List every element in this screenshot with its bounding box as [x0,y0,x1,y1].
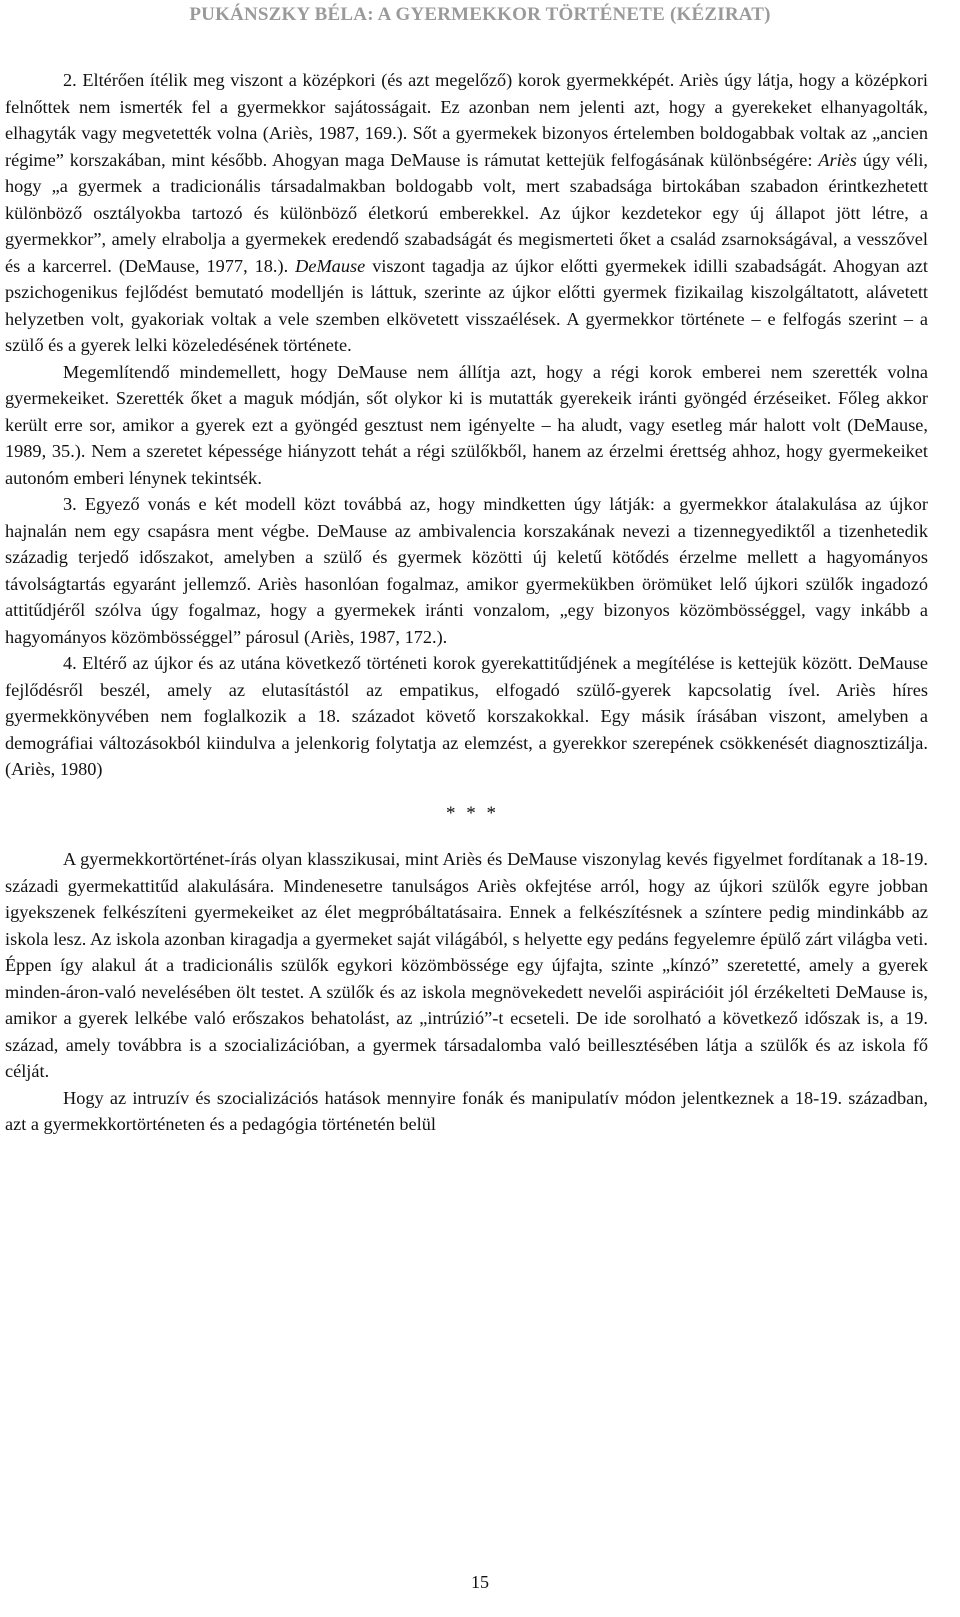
paragraph: 3. Egyező vonás e két modell közt továbbá az, hogy mindketten úgy látják: a gyermekkor átalakulása az újkor hajnalán nem egy csapásra ment végbe. DeMause az ambivalencia korszakának nevezi a tizennegyediktől a tizenhetedik századig terjedő időszakot, amelyben a szülő és gyermek közötti új keletű kötődés érzelme mellett a hagyományos távolságtartás egyaránt jellemző. Ariès hasonlóan fogalmaz, amikor gyermekükben örömüket lelő újkori szülők ingadozó attitűdjéről szólva úgy fogalmaz, hogy a gyermekek iránti vonzalom, „egy bizonyos közömbösséggel, vagy inkább a hagyományos közömbösséggel” párosul (Ariès, 1987, 172.). [5,494,928,647]
page-body [5,67,928,1138]
running-header: PUKÁNSZKY BÉLA: A GYERMEKKOR TÖRTÉNETE (KÉZIRAT) [189,4,771,25]
paragraph: A gyermekkortörténet-írás olyan klasszikusai, mint Ariès és DeMause viszonylag kevés figyelmet fordítanak a 18-19. századi gyermekattitűd alakulására. Mindenesetre tanulságos Ariès okfejtése arról, hogy az újkori szülők egyre jobban igyekszenek felkészíteni gyermekeiket az élet megpróbáltatásaira. Ennek a felkészítésnek a színtere pedig mindinkább az iskola lesz. Az iskola azonban kiragadja a gyermeket saját világából, s helyette egy pedáns fegyelemre épülő zárt világba veti. Éppen így alakul át a tradicionális szülők egykori közömbössége egy újfajta, szinte „kínzó” szeretetté, amely a gyerek minden-áron-való nevelésében ölt testet. A szülők és az iskola megnövekedett nevelői aspirációit jól érzékelteti DeMause is, amikor a gyerek lelkébe való erőszakos behatolást, az „intrúzió”-t ecseteli. De ide sorolható a következő időszak is, a 19. század, amely továbbra is a szocializációban, a gyermek társadalomba való beillesztésében látja a szülők és az iskola fő célját. [5,849,928,1081]
paragraph: Hogy az intruzív és szocializációs hatások mennyire fonák és manipulatív módon jelentkeznek a 18-19. században, azt a gyermekkortörténeten és a pedagógia történetén belül [5,1087,928,1134]
italic-name: DeMause [295,255,366,276]
paragraph-text: 2. Eltérően ítélik meg viszont a középkori (és azt megelőző) korok gyermekképét. Ariès úgy látja, hogy a középkori felnőttek nem ismerték fel a gyermekkor sajátosságait. Ez azonban nem jelenti azt, hogy a gyerekeket elhanyagolták, elhagyták vagy megvetették volna (Ariès, 1987, 169.). Sőt a gyermekek bizonyos értelemben boldogabbak voltak az „ancien régime” korszakában, mint később. Ahogyan maga DeMause is rámutat kettejük felfogásának különbségére: [5,70,928,170]
page-number: 15 [471,1572,489,1592]
paragraph-text: viszont tagadja az újkor előtti gyermekek idilli szabadságát. Ahogyan azt pszichogenikus fejlődést bemutató modelljén is láttuk, szerinte az újkor előtti gyermek fizikailag kiszolgáltatott, alávetett helyzetben volt, gyakoriak voltak a vele szemben elkövetett visszaélések. A gyermekkor története – e felfogás szerint – a szülő és a gyerek lelki közeledésének története. [5,255,928,355]
section-separator: * * * [446,802,499,824]
paragraph: 4. Eltérő az újkor és az utána következő történeti korok gyerekattitűdjének a megítélése is kettejük között. DeMause fejlődésről beszél, amely az elutasítástól az empatikus, elfogadó szülő-gyerek kapcsolatig ível. Ariès híres gyermekkönyvében nem foglalkozik a 18. századot követő korszakokkal. Egy másik írásában viszont, amelyben a demográfiai változásokból kiindulva a jelenkorig folytatja az elemzést, a gyerekkor szerepének csökkenését diagnosztizálja. (Ariès, 1980) [5,653,928,779]
paragraph-text: úgy véli, hogy „a gyermek a tradicionális társadalmakban boldogabb volt, mert szabadsága birtokában szabadon érintkezhetett különböző osztályokba tartozó és különböző életkorú emberekkel. Az újkor kezdetekor egy új állapot jött létre, a gyermekkor”, amely elrabolja a gyermekek eredendő szabadságát és megismerteti őket a család zsarnokságával, a vesszővel és a karcerrel. (DeMause, 1977, 18.). [5,149,928,276]
paragraph: Megemlítendő mindemellett, hogy DeMause nem állítja azt, hogy a régi korok emberei nem szerették volna gyermekeiket. Szerették őket a maguk módján, sőt olykor ki is mutatták gyerekeik iránti gyöngéd érzéseiket. Főleg akkor került erre sor, amikor a gyerek ezt a gyöngéd gesztust nem igényelte – ha aludt, vagy esetleg már halott volt (DeMause, 1989, 35.). Nem a szeretet képessége hiányzott tehát a régi szülőkből, hanem az érzelmi érettség ahhoz, hogy gyermekeiket autonóm emberi lénynek tekintsék. [5,361,928,488]
italic-name: Ariès [818,149,857,170]
paragraph [5,67,928,359]
